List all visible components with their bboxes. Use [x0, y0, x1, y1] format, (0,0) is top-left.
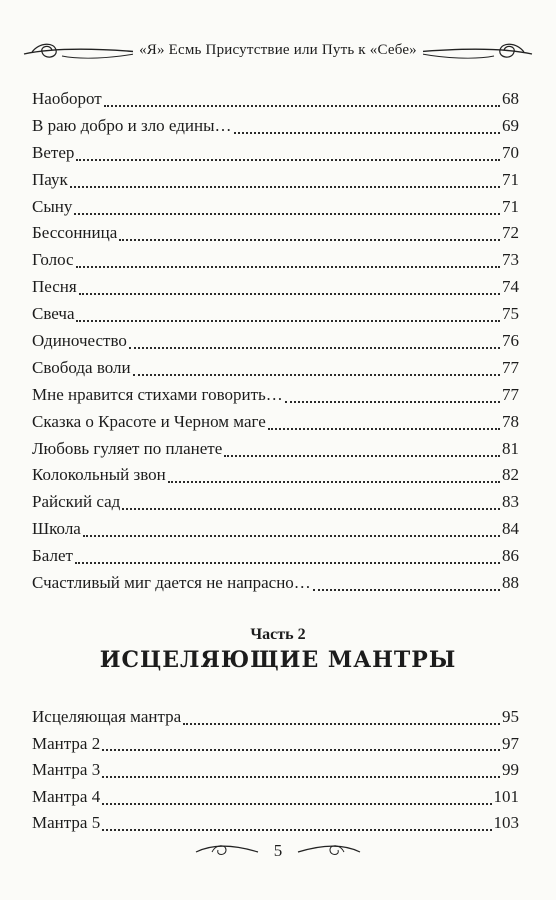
toc-entry-title: Счастливый миг дается не напрасно…: [32, 573, 311, 593]
toc-entry: [32, 167, 519, 194]
leader-dots: [119, 238, 500, 241]
leader-dots: [122, 507, 500, 510]
toc-entry-page: 76: [502, 331, 519, 351]
flourish-right-ornament: [414, 38, 534, 64]
leader-dots: [102, 748, 500, 751]
toc-entry: [32, 194, 519, 221]
toc-entry: [32, 784, 519, 811]
leader-dots: [102, 828, 491, 831]
toc-entry-title: Сыну: [32, 196, 73, 216]
toc-entry-page: 82: [502, 465, 519, 485]
toc-entry: [32, 570, 519, 597]
toc-entry: [32, 113, 519, 140]
toc-entry-page: 71: [502, 169, 519, 189]
flourish-left-ornament: [22, 38, 142, 64]
toc-entry-page: 84: [502, 519, 519, 539]
header-title: «Я» Есмь Присутствие или Путь к «Себе»: [133, 42, 423, 59]
toc-entry-title: В раю добро и зло едины…: [32, 115, 232, 135]
part-label: Часть 2: [250, 626, 306, 643]
leader-dots: [79, 292, 500, 295]
toc-entry-page: 78: [502, 411, 519, 431]
leader-dots: [285, 400, 500, 403]
leader-dots: [76, 158, 500, 161]
toc-entry-page: 77: [502, 384, 519, 404]
toc-entry: [32, 382, 519, 409]
toc-entry-title: Мантра 5: [32, 813, 101, 833]
leader-dots: [102, 775, 500, 778]
toc-entry-title: Балет: [32, 546, 73, 566]
toc-entry-page: 75: [502, 304, 519, 324]
toc-entry: [32, 355, 519, 382]
toc-entry-page: 97: [502, 733, 519, 753]
toc-entry: [32, 516, 519, 543]
toc-entry-title: Ветер: [32, 142, 75, 162]
leader-dots: [102, 802, 491, 805]
toc-entry-page: 99: [502, 760, 519, 780]
page-footer: [0, 836, 556, 866]
toc-entry-page: 86: [502, 546, 519, 566]
footer-ornament-right: [294, 840, 364, 862]
toc-entry-title: Голос: [32, 250, 74, 270]
leader-dots: [74, 212, 500, 215]
leader-dots: [234, 131, 500, 134]
toc-entry-title: Свобода воли: [32, 357, 131, 377]
toc-entry-page: 73: [502, 250, 519, 270]
toc-entry: [32, 757, 519, 784]
toc-entry: [32, 810, 519, 837]
leader-dots: [133, 373, 500, 376]
toc-entry-title: Райский сад: [32, 492, 121, 512]
toc-entry: [32, 247, 519, 274]
toc-entry-page: 72: [502, 223, 519, 243]
toc-entry: [32, 704, 519, 731]
toc-list-part2: [32, 704, 519, 837]
leader-dots: [76, 319, 500, 322]
leader-dots: [76, 265, 500, 268]
toc-entry-title: Свеча: [32, 304, 75, 324]
toc-entry: [32, 274, 519, 301]
toc-entry-page: 77: [502, 357, 519, 377]
toc-entry: [32, 86, 519, 113]
toc-entry: [32, 436, 519, 463]
leader-dots: [183, 722, 500, 725]
toc-entry-page: 71: [502, 196, 519, 216]
toc-entry-title: Наоборот: [32, 89, 102, 108]
toc-entry-page: 101: [493, 786, 519, 806]
toc-list-part1: [32, 86, 519, 597]
toc-entry-page: 103: [493, 813, 519, 833]
toc-entry-page: 88: [502, 573, 519, 593]
toc-entry-title: Исцеляющая мантра: [32, 707, 182, 726]
toc-entry-title: Мне нравится стихами говорить…: [32, 384, 283, 404]
toc-entry-title: Любовь гуляет по планете: [32, 438, 223, 458]
toc-entry-page: 81: [502, 438, 519, 458]
toc-entry-title: Сказка о Красоте и Черном маге: [32, 411, 266, 431]
toc-entry: [32, 328, 519, 355]
toc-entry-page: 74: [502, 277, 519, 297]
leader-dots: [224, 454, 500, 457]
leader-dots: [104, 104, 500, 107]
toc-entry-title: Одиночество: [32, 331, 127, 351]
toc-entry-page: 69: [502, 115, 519, 135]
toc-entry-title: Паук: [32, 169, 68, 189]
toc-entry-page: 83: [502, 492, 519, 512]
toc-entry: [32, 543, 519, 570]
part-title: ИСЦЕЛЯЮЩИЕ МАНТРЫ: [99, 647, 457, 673]
toc-entry-page: 95: [502, 707, 519, 726]
toc-entry: [32, 462, 519, 489]
running-header: [28, 32, 528, 68]
toc-entry-title: Песня: [32, 277, 77, 297]
leader-dots: [313, 588, 500, 591]
toc-entry-title: Мантра 2: [32, 733, 101, 753]
toc-entry: [32, 731, 519, 758]
page-number: 5: [273, 841, 283, 860]
toc-entry: [32, 489, 519, 516]
leader-dots: [168, 480, 500, 483]
leader-dots: [268, 427, 500, 430]
leader-dots: [75, 561, 500, 564]
leader-dots: [129, 346, 500, 349]
footer-ornament-left: [192, 840, 262, 862]
toc-entry-title: Мантра 4: [32, 786, 101, 806]
toc-entry-title: Бессонница: [32, 223, 118, 243]
toc-entry-title: Колокольный звон: [32, 465, 166, 485]
toc-entry-page: 70: [502, 142, 519, 162]
toc-entry: [32, 301, 519, 328]
leader-dots: [70, 185, 500, 188]
leader-dots: [83, 534, 500, 537]
toc-entry: [32, 140, 519, 167]
toc-entry: [32, 220, 519, 247]
toc-entry-page: 68: [502, 89, 519, 108]
toc-entry: [32, 409, 519, 436]
toc-entry-title: Школа: [32, 519, 81, 539]
toc-entry-title: Мантра 3: [32, 760, 101, 780]
